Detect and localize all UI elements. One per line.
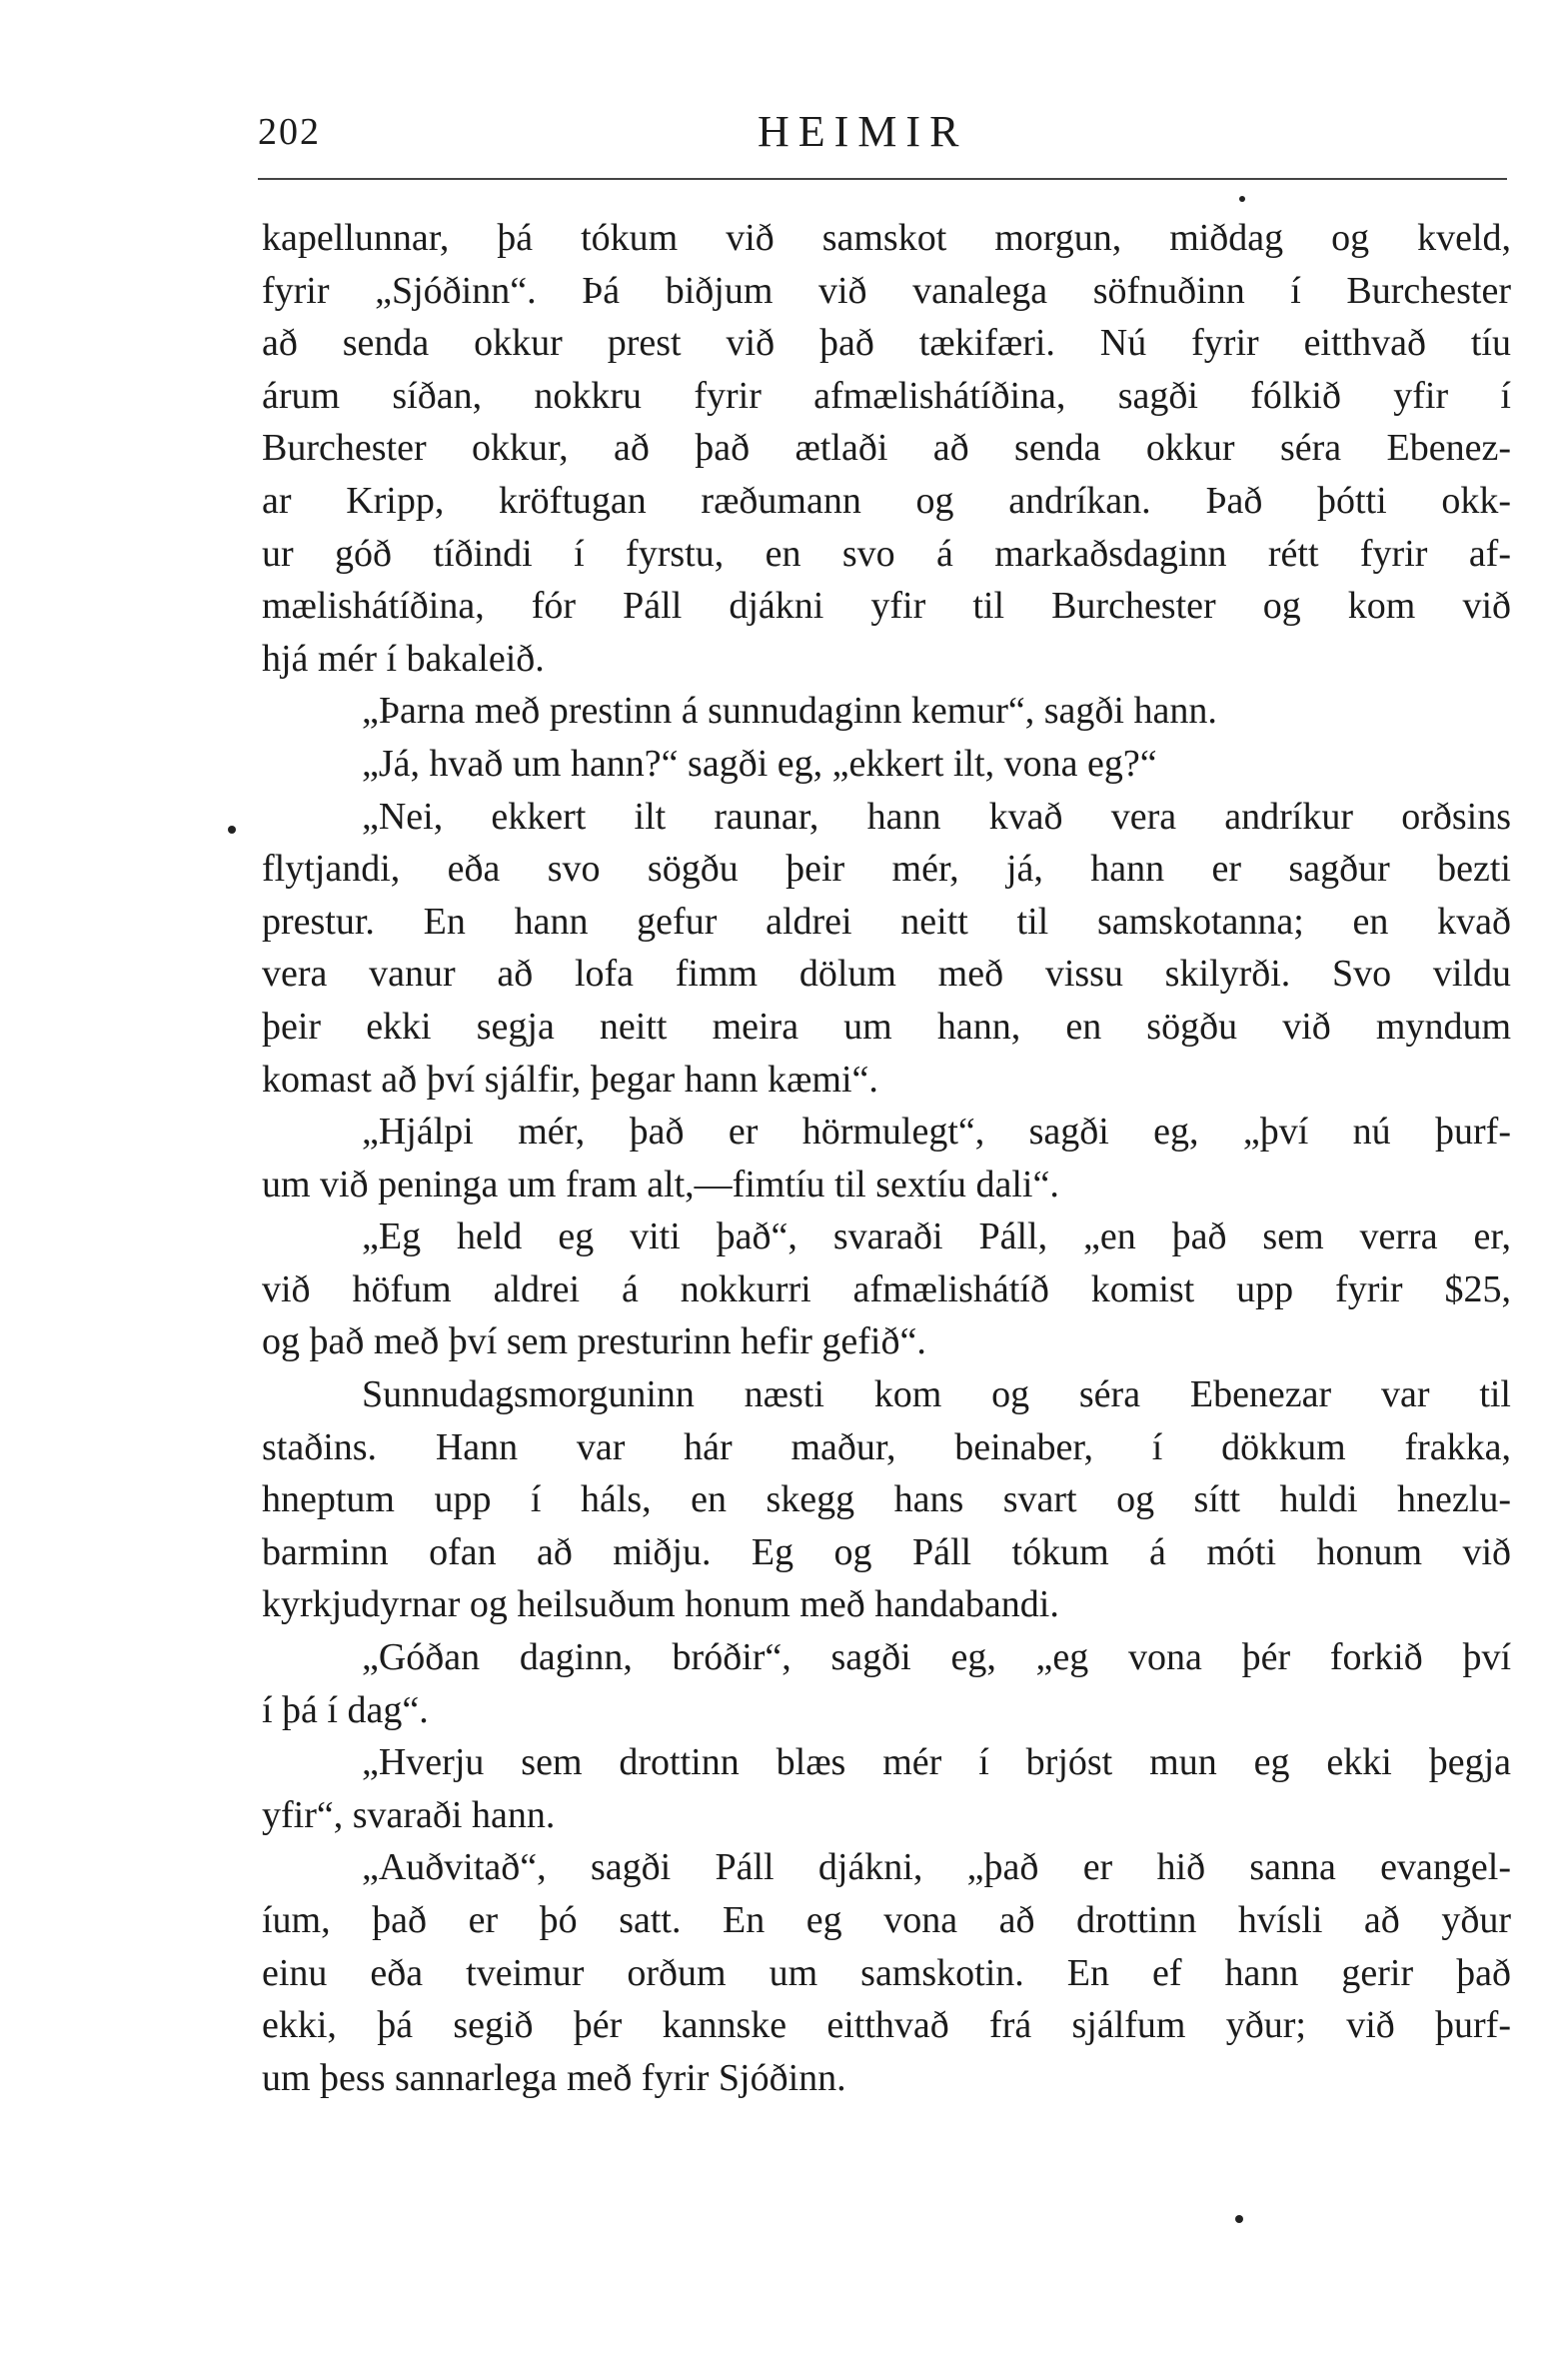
text-line: Sunnudagsmorguninn næsti kom og séra Ebenezar var til <box>362 1373 1511 1416</box>
speck-mark <box>1239 196 1245 202</box>
text-line: „Já, hvað um hann?“ sagði eg, „ekkert ilt, vona eg?“ <box>362 742 1157 785</box>
text-line: íum, það er þó satt. En eg vona að drottinn hvísli að yður <box>262 1899 1511 1941</box>
text-line: þeir ekki segja neitt meira um hann, en sögðu við myndum <box>262 1005 1511 1048</box>
text-line: „Góðan daginn, bróðir“, sagði eg, „eg vona þér forkið því <box>362 1636 1511 1679</box>
text-line: barminn ofan að miðju. Eg og Páll tókum á móti honum við <box>262 1530 1511 1573</box>
text-line: að senda okkur prest við það tækifæri. Nú fyrir eitthvað tíu <box>262 322 1511 365</box>
page-header <box>258 100 1507 160</box>
text-line: yfir“, svaraði hann. <box>262 1793 556 1836</box>
speck-mark <box>228 826 236 834</box>
text-line: prestur. En hann gefur aldrei neitt til samskotanna; en kvað <box>262 900 1511 943</box>
text-line: kapellunnar, þá tókum við samskot morgun, miðdag og kveld, <box>262 217 1511 259</box>
text-line: fyrir „Sjóðinn“. Þá biðjum við vanalega söfnuðinn í Burchester <box>262 269 1511 312</box>
header-rule <box>258 178 1507 180</box>
text-line: „Hverju sem drottinn blæs mér í brjóst mun eg ekki þegja <box>362 1741 1511 1784</box>
text-line: einu eða tveimur orðum um samskotin. En ef hann gerir það <box>262 1951 1511 1994</box>
text-line: flytjandi, eða svo sögðu þeir mér, já, hann er sagður bezti <box>262 848 1511 891</box>
running-title: HEIMIR <box>758 107 968 156</box>
text-line: árum síðan, nokkru fyrir afmælishátíðina, sagði fólkið yfir í <box>262 374 1511 417</box>
text-line: Burchester okkur, að það ætlaði að senda okkur séra Ebenez- <box>262 427 1511 470</box>
text-line: ur góð tíðindi í fyrstu, en svo á markaðsdaginn rétt fyrir af- <box>262 532 1511 575</box>
text-line: um við peninga um fram alt,—fimtíu til sextíu dali“. <box>262 1163 1059 1205</box>
text-line: staðins. Hann var hár maður, beinaber, í dökkum frakka, <box>262 1425 1511 1468</box>
text-line: „Hjálpi mér, það er hörmulegt“, sagði eg, „því nú þurf- <box>362 1111 1511 1154</box>
text-line: ekki, þá segið þér kannske eitthvað frá sjálfum yður; við þurf- <box>262 2004 1511 2047</box>
text-line: vera vanur að lofa fimm dölum með vissu skilyrði. Svo vildu <box>262 953 1511 996</box>
speck-mark <box>1235 2215 1243 2223</box>
text-line: „Þarna með prestinn á sunnudaginn kemur“, sagði hann. <box>362 690 1217 733</box>
text-line: og það með því sem presturinn hefir gefið“. <box>262 1320 926 1363</box>
text-line: um þess sannarlega með fyrir Sjóðinn. <box>262 2056 846 2099</box>
body-text <box>262 212 1511 2104</box>
text-line: „Auðvitað“, sagði Páll djákni, „það er hið sanna evangel- <box>362 1846 1511 1889</box>
page-number: 202 <box>258 111 321 153</box>
text-line: hjá mér í bakaleið. <box>262 637 545 680</box>
text-line: hneptum upp í háls, en skegg hans svart og sítt huldi hnezlu- <box>262 1478 1511 1521</box>
text-line: við höfum aldrei á nokkurri afmælishátíð komist upp fyrir $25, <box>262 1267 1511 1310</box>
text-line: „Eg held eg viti það“, svaraði Páll, „en það sem verra er, <box>362 1215 1511 1258</box>
text-line: kyrkjudyrnar og heilsuðum honum með handabandi. <box>262 1583 1059 1626</box>
text-line: ar Kripp, kröftugan ræðumann og andríkan. Það þótti okk- <box>262 479 1511 522</box>
text-line: í þá í dag“. <box>262 1688 429 1731</box>
text-line: mælishátíðina, fór Páll djákni yfir til Burchester og kom við <box>262 585 1511 628</box>
text-line: komast að því sjálfir, þegar hann kæmi“. <box>262 1058 878 1101</box>
text-line: „Nei, ekkert ilt raunar, hann kvað vera andríkur orðsins <box>362 795 1511 838</box>
